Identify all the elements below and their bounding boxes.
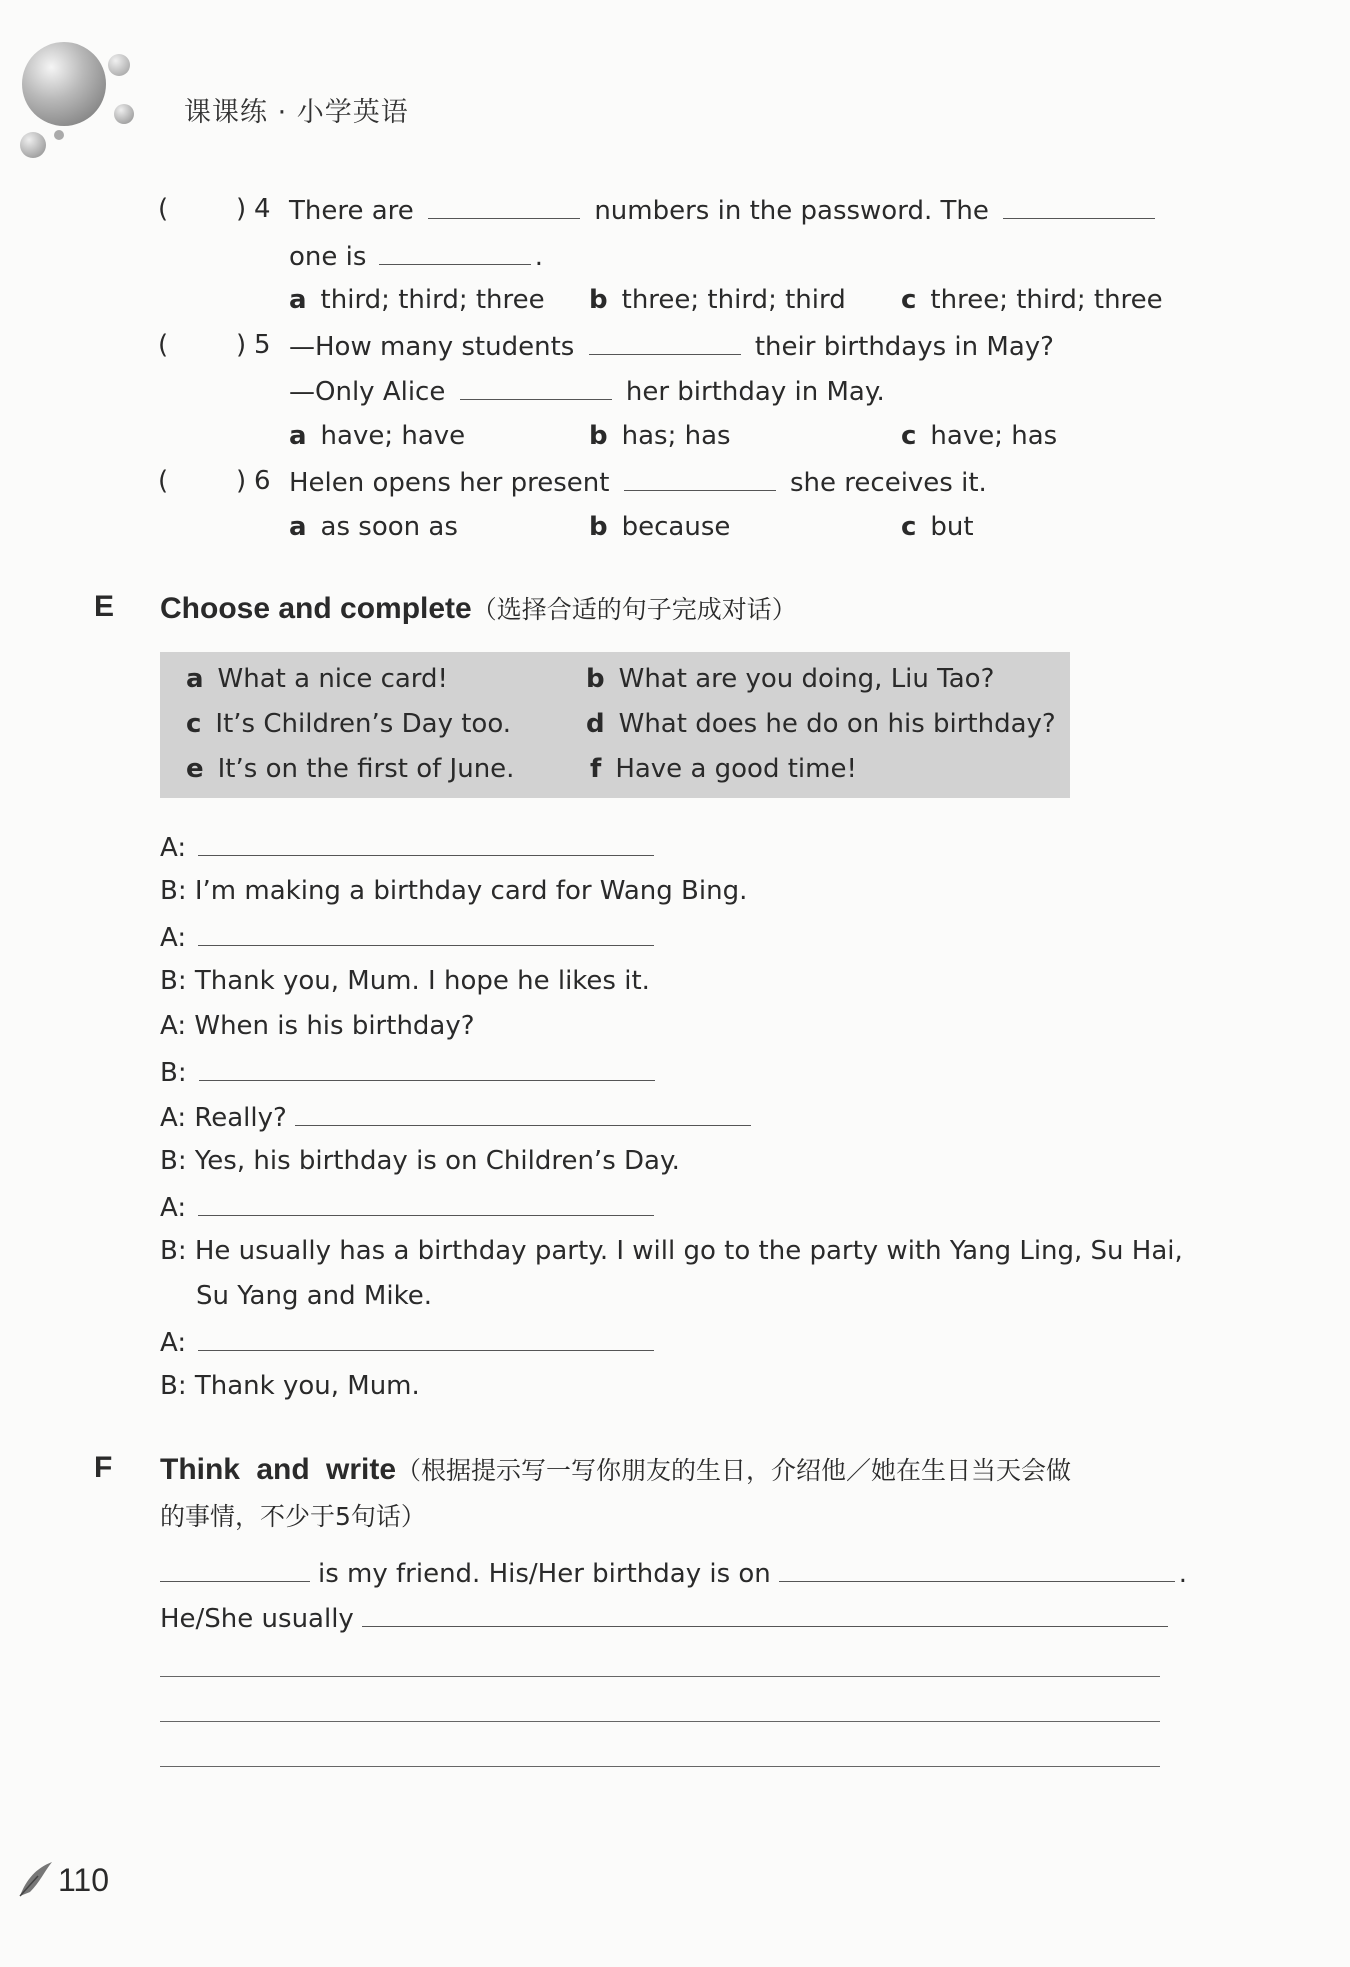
- section-title: Think and write: [160, 1453, 397, 1486]
- section-title-line: [160, 1451, 1071, 1487]
- option-text: has; has: [621, 421, 731, 451]
- speaker: B:: [160, 876, 187, 906]
- speaker: A:: [160, 923, 187, 953]
- option-letter: b: [589, 512, 608, 542]
- dialogue-text: Thank you, Mum. I hope he likes it.: [194, 966, 650, 996]
- choice-a: a What a nice card!: [186, 664, 448, 694]
- speaker: B:: [160, 1371, 187, 1401]
- writing-blank[interactable]: [160, 1676, 1160, 1677]
- dialogue-line: [160, 964, 650, 998]
- dialogue-text: Thank you, Mum.: [194, 1371, 420, 1401]
- speaker: B:: [160, 966, 187, 996]
- answer-paren-open: (: [158, 330, 169, 360]
- question-number: 5: [254, 330, 271, 360]
- option-b[interactable]: [589, 283, 846, 317]
- option-text: third; third; three: [320, 285, 545, 315]
- dialogue-text: Really?: [194, 1103, 287, 1133]
- answer-blank[interactable]: [198, 1324, 654, 1351]
- option-b[interactable]: [589, 510, 730, 544]
- speaker: B:: [160, 1146, 187, 1176]
- speaker: B:: [160, 1236, 187, 1266]
- answer-blank[interactable]: [428, 192, 580, 219]
- answer-blank[interactable]: [199, 1054, 655, 1081]
- option-letter: a: [289, 285, 307, 315]
- writing-end: .: [1178, 1559, 1188, 1589]
- answer-blank[interactable]: [198, 919, 654, 946]
- question-text: numbers in the password. The: [594, 196, 989, 226]
- answer-paren-open: (: [158, 466, 169, 496]
- birthday-blank[interactable]: [779, 1555, 1175, 1582]
- writing-blank[interactable]: [160, 1721, 1160, 1722]
- question-text: There are: [289, 196, 414, 226]
- speaker: A:: [160, 833, 187, 863]
- question-text: —How many students: [289, 332, 575, 362]
- writing-blank[interactable]: [160, 1766, 1160, 1767]
- option-text: because: [621, 512, 731, 542]
- section-title: Choose and complete: [160, 592, 472, 625]
- choice-f: f Have a good time!: [590, 754, 857, 784]
- dialogue-line: [196, 1279, 432, 1313]
- dialogue-text: When is his birthday?: [194, 1011, 475, 1041]
- dialogue-text: Yes, his birthday is on Children’s Day.: [194, 1146, 680, 1176]
- answer-blank[interactable]: [295, 1099, 751, 1126]
- section-instruction-cn-cont: 的事情，不少于5句话）: [160, 1502, 426, 1531]
- option-c[interactable]: [901, 283, 1163, 317]
- small-bubble-icon: [108, 54, 130, 76]
- page-header: 课课练 · 小学英语: [184, 97, 409, 128]
- dialogue-line: [160, 1144, 680, 1178]
- choice-c: c It’s Children’s Day too.: [186, 709, 512, 739]
- question-line: [289, 192, 1155, 228]
- answer-blank[interactable]: [379, 238, 531, 265]
- dialogue-line: [160, 1369, 420, 1403]
- option-c[interactable]: [901, 510, 974, 544]
- answer-blank[interactable]: [624, 464, 776, 491]
- tiny-bubble-icon: [54, 130, 64, 140]
- answer-paren-close: ): [236, 330, 247, 360]
- section-letter: E: [94, 590, 115, 623]
- question-text: she receives it.: [790, 468, 987, 498]
- dialogue-line: [160, 1054, 655, 1090]
- option-c[interactable]: [901, 419, 1057, 453]
- question-text: .: [534, 242, 543, 272]
- option-text: have; has: [930, 421, 1058, 451]
- option-text: as soon as: [320, 512, 458, 542]
- option-letter: a: [289, 512, 307, 542]
- answer-blank[interactable]: [198, 1189, 654, 1216]
- question-text: her birthday in May.: [625, 377, 885, 407]
- question-line: [289, 328, 1054, 364]
- dialogue-line: [160, 1099, 751, 1135]
- speaker: A:: [160, 1011, 187, 1041]
- option-letter: c: [901, 421, 917, 451]
- dialogue-text: I’m making a birthday card for Wang Bing.: [194, 876, 748, 906]
- writing-prompt: is my friend. His/Her birthday is on: [318, 1559, 771, 1589]
- speaker: A:: [160, 1103, 187, 1133]
- question-line: [289, 238, 543, 274]
- question-line: [289, 464, 987, 500]
- writing-prompt: He/She usually: [160, 1604, 354, 1634]
- option-a[interactable]: [289, 510, 458, 544]
- dialogue-line: [160, 1234, 1183, 1268]
- dialogue-line: [160, 919, 654, 955]
- option-a[interactable]: [289, 419, 465, 453]
- dialogue-line: [160, 874, 747, 908]
- option-a[interactable]: [289, 283, 545, 317]
- option-letter: c: [901, 512, 917, 542]
- writing-line: [160, 1600, 1168, 1636]
- small-bubble-icon: [114, 104, 134, 124]
- section-instruction-cn: （选择合适的句子完成对话）: [471, 595, 797, 624]
- question-text: one is: [289, 242, 367, 272]
- dialogue-line: [160, 829, 654, 865]
- friend-name-blank[interactable]: [160, 1555, 310, 1582]
- answer-paren-open: (: [158, 194, 169, 224]
- dialogue-line: [160, 1189, 654, 1225]
- speaker: A:: [160, 1193, 187, 1223]
- answer-paren-close: ): [236, 194, 247, 224]
- choice-d: d What does he do on his birthday?: [586, 709, 1056, 739]
- option-text: but: [930, 512, 974, 542]
- large-bubble-icon: [22, 42, 106, 126]
- answer-blank[interactable]: [198, 829, 654, 856]
- question-number: 4: [254, 194, 271, 224]
- option-b[interactable]: [589, 419, 731, 453]
- feather-icon: [18, 1858, 54, 1898]
- writing-line: [160, 1555, 1187, 1591]
- choice-e: e It’s on the first of June.: [186, 754, 515, 784]
- answer-blank[interactable]: [1003, 192, 1155, 219]
- answer-blank[interactable]: [589, 328, 741, 355]
- speaker: B:: [160, 1058, 187, 1088]
- option-letter: b: [589, 421, 608, 451]
- answer-paren-close: ): [236, 466, 247, 496]
- dialogue-text: Su Yang and Mike.: [196, 1281, 432, 1311]
- option-letter: b: [589, 285, 608, 315]
- question-number: 6: [254, 466, 271, 496]
- question-text: their birthdays in May?: [754, 332, 1054, 362]
- question-text: —Only Alice: [289, 377, 446, 407]
- question-text: Helen opens her present: [289, 468, 610, 498]
- page-number: 110: [58, 1862, 110, 1898]
- choice-box: [160, 652, 1070, 798]
- small-bubble-icon: [20, 132, 46, 158]
- writing-blank[interactable]: [362, 1600, 1168, 1627]
- option-text: three; third; third: [621, 285, 846, 315]
- choice-b: b What are you doing, Liu Tao?: [586, 664, 995, 694]
- dialogue-text: He usually has a birthday party. I will go to the party with Yang Ling, Su Hai,: [194, 1236, 1183, 1266]
- section-title-line: [160, 590, 797, 626]
- dialogue-line: [160, 1324, 654, 1360]
- option-text: have; have: [320, 421, 466, 451]
- section-letter: F: [94, 1451, 113, 1484]
- question-line: [289, 373, 885, 409]
- section-instruction-cn: （根据提示写一写你朋友的生日，介绍他／她在生日当天会做: [396, 1456, 1072, 1485]
- speaker: A:: [160, 1328, 187, 1358]
- option-text: three; third; three: [930, 285, 1163, 315]
- option-letter: c: [901, 285, 917, 315]
- option-letter: a: [289, 421, 307, 451]
- dialogue-line: [160, 1009, 475, 1043]
- answer-blank[interactable]: [460, 373, 612, 400]
